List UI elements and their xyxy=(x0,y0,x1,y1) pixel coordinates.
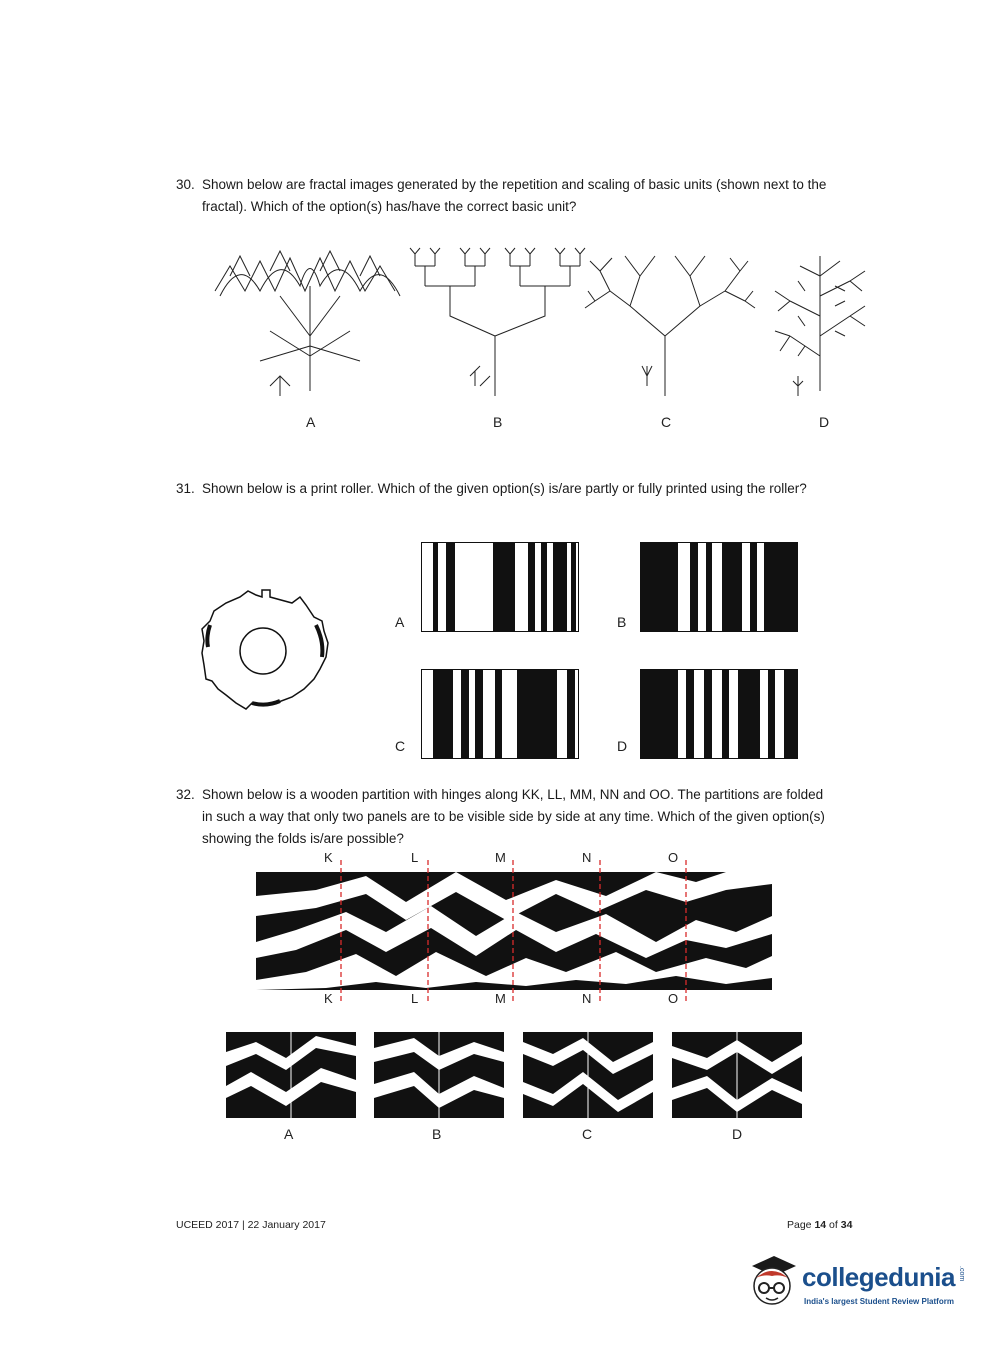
question-number: 30. xyxy=(176,177,195,192)
barcode-label-c: C xyxy=(395,738,406,754)
barcode-option-d xyxy=(640,669,798,759)
fold-option-a xyxy=(226,1032,356,1118)
collegedunia-logo-text: collegedunia xyxy=(802,1262,955,1292)
barcode-label-a: A xyxy=(395,614,405,630)
hinge-top-l: L xyxy=(411,850,419,865)
barcode-label-d: D xyxy=(617,738,628,754)
fold-label-a: A xyxy=(284,1126,294,1142)
page-number: Page 14 of 34 xyxy=(787,1219,853,1231)
fractal-option-b: B xyxy=(493,414,503,430)
hinge-bottom-o: O xyxy=(668,991,679,1006)
question-31 xyxy=(176,478,836,500)
fractal-option-c: C xyxy=(661,414,672,430)
fractal-option-d: D xyxy=(819,414,830,430)
hinge-bottom-l: L xyxy=(411,991,419,1006)
fold-label-d: D xyxy=(732,1126,743,1142)
barcode-option-c xyxy=(421,669,579,759)
collegedunia-tagline: India's largest Student Review Platform xyxy=(804,1297,954,1306)
fold-option-c xyxy=(523,1032,653,1118)
question-number: 31. xyxy=(176,481,195,496)
barcode-option-a xyxy=(421,542,579,632)
fold-label-c: C xyxy=(582,1126,593,1142)
barcode-label-b: B xyxy=(617,614,627,630)
fold-option-d xyxy=(672,1032,802,1118)
fractal-a-image xyxy=(215,251,400,396)
fractal-d-image xyxy=(775,256,865,396)
question-text: Shown below is a wooden partition with hinges along KK, LL, MM, NN and OO. The partitions are folded in such a way that only two panels are to be visible side by side at any time. Which of the given option(s) showing the folds is/are possible? xyxy=(202,787,825,846)
fractal-option-a: A xyxy=(306,414,316,430)
question-number: 32. xyxy=(176,787,195,802)
collegedunia-mascot-icon xyxy=(744,1252,800,1312)
footer-exam-date: UCEED 2017 | 22 January 2017 xyxy=(176,1219,326,1231)
fractal-b-image xyxy=(410,248,585,396)
wooden-partition xyxy=(256,872,772,990)
fold-label-b: B xyxy=(432,1126,442,1142)
print-roller xyxy=(196,585,336,715)
hinge-top-m: M xyxy=(495,850,506,865)
fold-option-b xyxy=(374,1032,504,1118)
hinge-bottom-n: N xyxy=(582,991,592,1006)
hinge-top-n: N xyxy=(582,850,592,865)
question-text: Shown below are fractal images generated by the repetition and scaling of basic units (shown next to the fractal). Which of the option(s) has/have the correct basic unit? xyxy=(202,177,827,214)
barcode-option-b xyxy=(640,542,798,632)
question-text: Shown below is a print roller. Which of the given option(s) is/are partly or fully printed using the roller? xyxy=(202,481,807,496)
hinge-bottom-m: M xyxy=(495,991,506,1006)
collegedunia-dotcom: .com xyxy=(958,1266,965,1282)
hinge-top-k: K xyxy=(324,850,333,865)
hinge-bottom-k: K xyxy=(324,991,333,1006)
fractal-figures xyxy=(200,236,890,416)
question-30 xyxy=(176,174,836,218)
hinge-top-o: O xyxy=(668,850,679,865)
question-32 xyxy=(176,784,836,850)
fractal-c-image xyxy=(585,256,755,396)
